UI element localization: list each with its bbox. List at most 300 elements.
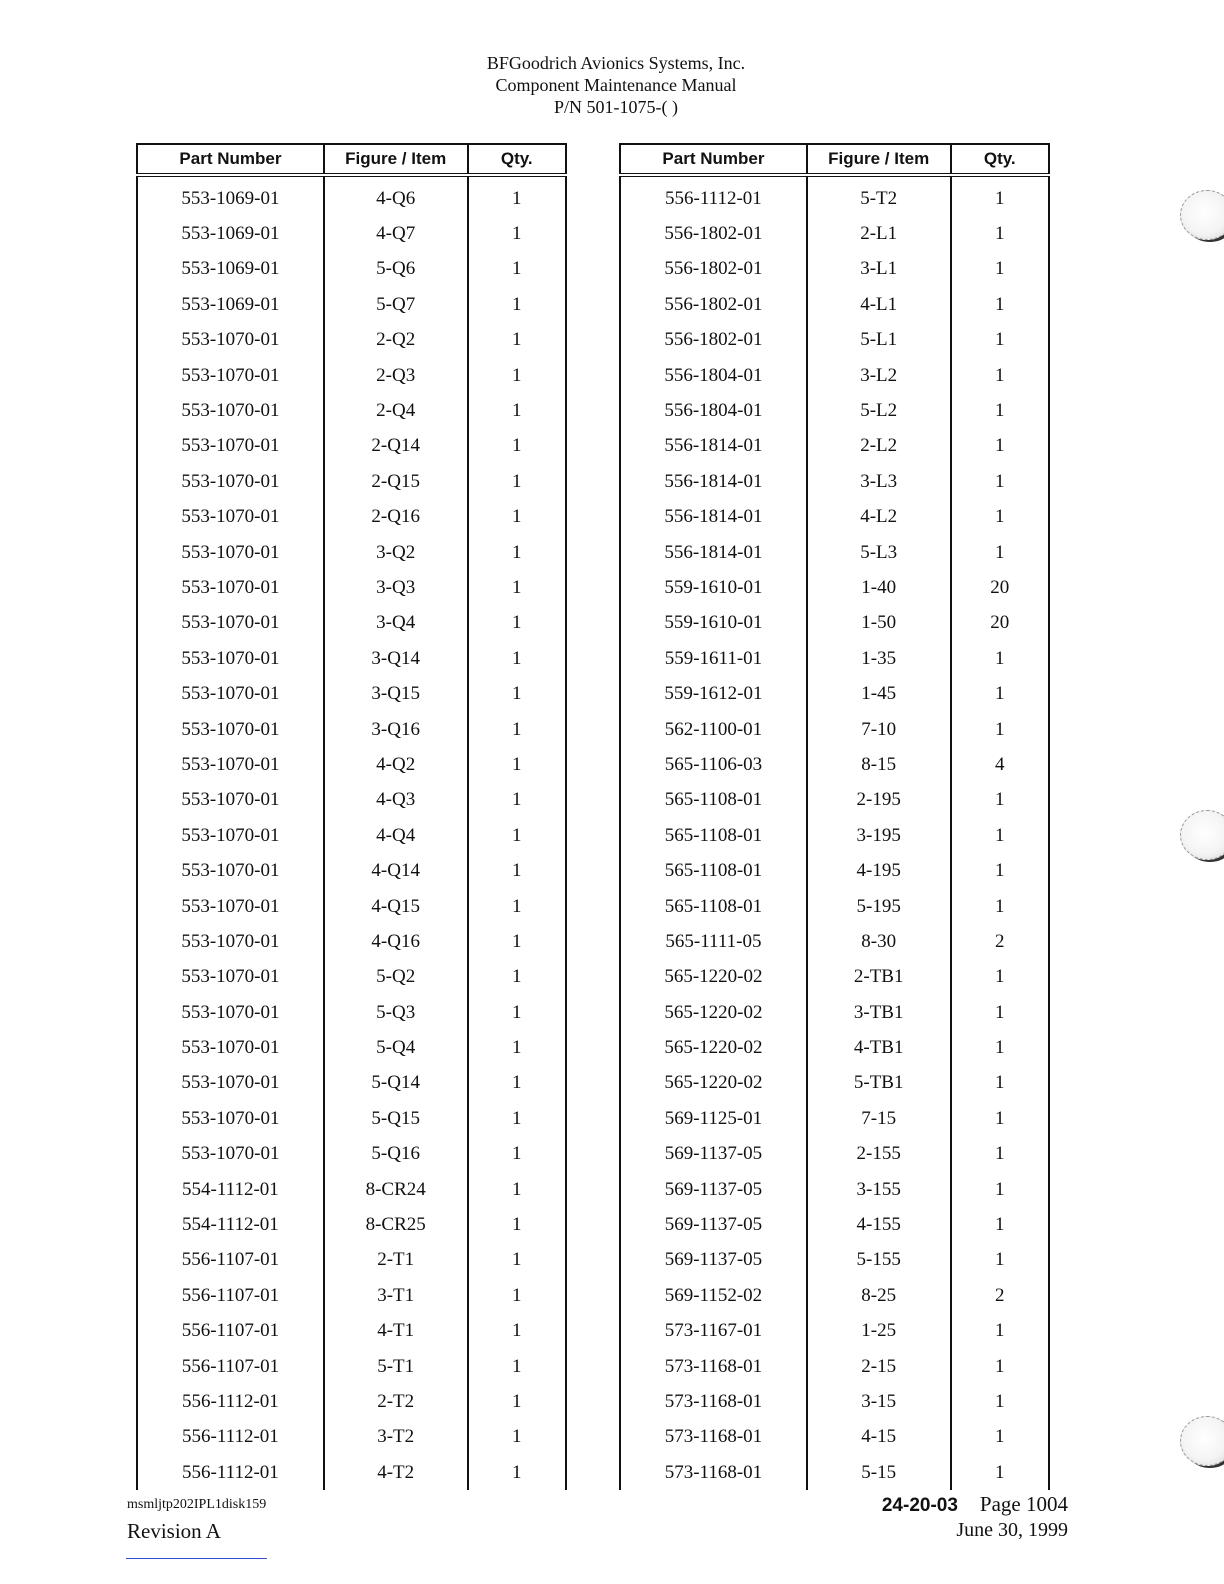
qty-cell: 1 (951, 960, 1049, 995)
part-number-cell: 553-1070-01 (137, 1030, 324, 1065)
table-row (620, 676, 1049, 711)
table-row (620, 1384, 1049, 1419)
table-row (137, 783, 566, 818)
figure-item-cell: 5-155 (807, 1243, 951, 1278)
column-header-part-number: Part Number (620, 144, 807, 175)
part-number-cell: 553-1070-01 (137, 960, 324, 995)
figure-item-cell: 4-TB1 (807, 1030, 951, 1065)
table-row (137, 1207, 566, 1242)
figure-item-cell: 4-Q6 (324, 175, 468, 216)
qty-cell: 1 (468, 429, 566, 464)
document-id: msmljtp202IPL1disk159 (127, 1497, 267, 1512)
figure-item-cell: 3-Q16 (324, 712, 468, 747)
chapter-number: 24-20-03 (881, 1495, 958, 1516)
qty-cell: 1 (468, 1137, 566, 1172)
part-number-cell: 573-1168-01 (620, 1420, 807, 1455)
qty-cell: 20 (951, 570, 1049, 605)
table-row (620, 818, 1049, 853)
table-row (620, 393, 1049, 428)
footer-left (127, 1496, 266, 1544)
figure-item-cell: 3-L2 (807, 358, 951, 393)
figure-item-cell: 4-Q7 (324, 216, 468, 251)
page-number: Page 1004 (979, 1492, 1068, 1516)
part-number-cell: 553-1070-01 (137, 747, 324, 782)
part-number-cell: 569-1137-05 (620, 1172, 807, 1207)
parts-table-left-body (137, 175, 566, 1490)
figure-item-cell: 7-15 (807, 1101, 951, 1136)
table-row (137, 676, 566, 711)
manual-title: Component Maintenance Manual (495, 75, 737, 95)
punch-hole-icon (1180, 810, 1224, 860)
part-number-cell: 556-1804-01 (620, 393, 807, 428)
figure-item-cell: 4-Q14 (324, 853, 468, 888)
table-row (137, 1384, 566, 1419)
part-number-cell: 556-1107-01 (137, 1314, 324, 1349)
figure-item-cell: 5-T2 (807, 175, 951, 216)
qty-cell: 1 (951, 1243, 1049, 1278)
table-row (137, 995, 566, 1030)
qty-cell: 1 (951, 853, 1049, 888)
table-header-row (137, 144, 566, 175)
qty-cell: 4 (951, 747, 1049, 782)
figure-item-cell: 4-Q15 (324, 889, 468, 924)
table-row (137, 252, 566, 287)
table-row (620, 464, 1049, 499)
figure-item-cell: 8-15 (807, 747, 951, 782)
qty-cell: 1 (468, 252, 566, 287)
table-row (137, 216, 566, 251)
footer-rule (126, 1558, 267, 1559)
figure-item-cell: 1-45 (807, 676, 951, 711)
table-row (137, 1349, 566, 1384)
table-row (620, 1066, 1049, 1101)
figure-item-cell: 2-Q14 (324, 429, 468, 464)
table-row (137, 889, 566, 924)
qty-cell: 1 (468, 1101, 566, 1136)
qty-cell: 1 (951, 712, 1049, 747)
qty-cell: 1 (468, 1420, 566, 1455)
qty-cell: 2 (951, 1278, 1049, 1313)
table-row (137, 641, 566, 676)
figure-item-cell: 3-L3 (807, 464, 951, 499)
table-row (137, 323, 566, 358)
table-row (137, 1420, 566, 1455)
table-row (620, 924, 1049, 959)
punch-hole-icon (1180, 1416, 1224, 1466)
figure-item-cell: 4-15 (807, 1420, 951, 1455)
qty-cell: 1 (468, 853, 566, 888)
table-row (137, 1137, 566, 1172)
column-header-qty: Qty. (951, 144, 1049, 175)
part-number-cell: 553-1070-01 (137, 535, 324, 570)
qty-cell: 1 (951, 429, 1049, 464)
figure-item-cell: 3-195 (807, 818, 951, 853)
qty-cell: 1 (951, 1207, 1049, 1242)
qty-cell: 1 (468, 889, 566, 924)
table-row (137, 1278, 566, 1313)
figure-item-cell: 5-Q14 (324, 1066, 468, 1101)
table-row (620, 1172, 1049, 1207)
qty-cell: 1 (951, 1384, 1049, 1419)
table-row (137, 358, 566, 393)
figure-item-cell: 8-CR25 (324, 1207, 468, 1242)
figure-item-cell: 2-Q15 (324, 464, 468, 499)
part-number-cell: 556-1802-01 (620, 252, 807, 287)
figure-item-cell: 5-195 (807, 889, 951, 924)
punch-hole-icon (1180, 190, 1224, 240)
figure-item-cell: 1-40 (807, 570, 951, 605)
part-number-cell: 565-1220-02 (620, 1030, 807, 1065)
qty-cell: 1 (951, 1420, 1049, 1455)
figure-item-cell: 2-Q3 (324, 358, 468, 393)
qty-cell: 2 (951, 924, 1049, 959)
figure-item-cell: 2-195 (807, 783, 951, 818)
table-row (137, 464, 566, 499)
part-number-cell: 569-1137-05 (620, 1137, 807, 1172)
figure-item-cell: 5-L1 (807, 323, 951, 358)
part-number-cell: 565-1108-01 (620, 889, 807, 924)
table-row (137, 393, 566, 428)
qty-cell: 1 (468, 464, 566, 499)
part-number-cell: 559-1610-01 (620, 570, 807, 605)
figure-item-cell: 8-30 (807, 924, 951, 959)
column-header-qty: Qty. (468, 144, 566, 175)
table-row (620, 783, 1049, 818)
qty-cell: 1 (951, 1314, 1049, 1349)
table-row (620, 175, 1049, 216)
part-number-cell: 553-1069-01 (137, 216, 324, 251)
qty-cell: 1 (951, 641, 1049, 676)
qty-cell: 1 (951, 889, 1049, 924)
figure-item-cell: 5-L2 (807, 393, 951, 428)
qty-cell: 1 (468, 323, 566, 358)
table-row (137, 606, 566, 641)
table-row (620, 606, 1049, 641)
qty-cell: 1 (468, 783, 566, 818)
table-row (620, 216, 1049, 251)
figure-item-cell: 4-Q4 (324, 818, 468, 853)
table-header-row (620, 144, 1049, 175)
figure-item-cell: 3-155 (807, 1172, 951, 1207)
figure-item-cell: 5-Q16 (324, 1137, 468, 1172)
part-number-cell: 554-1112-01 (137, 1207, 324, 1242)
part-number-cell: 565-1111-05 (620, 924, 807, 959)
table-row (137, 712, 566, 747)
qty-cell: 1 (468, 606, 566, 641)
part-number-cell: 553-1070-01 (137, 641, 324, 676)
qty-cell: 1 (468, 747, 566, 782)
qty-cell: 1 (468, 924, 566, 959)
part-number-cell: 556-1814-01 (620, 535, 807, 570)
figure-item-cell: 4-T2 (324, 1455, 468, 1490)
table-row (137, 960, 566, 995)
revision-label: Revision A (127, 1519, 221, 1543)
qty-cell: 1 (468, 960, 566, 995)
figure-item-cell: 4-195 (807, 853, 951, 888)
figure-item-cell: 2-T2 (324, 1384, 468, 1419)
part-number-cell: 556-1107-01 (137, 1278, 324, 1313)
table-row (620, 570, 1049, 605)
part-number-cell: 556-1814-01 (620, 500, 807, 535)
part-number-cell: 554-1112-01 (137, 1172, 324, 1207)
figure-item-cell: 5-Q2 (324, 960, 468, 995)
qty-cell: 1 (951, 676, 1049, 711)
qty-cell: 1 (951, 535, 1049, 570)
qty-cell: 1 (951, 1349, 1049, 1384)
part-number-cell: 556-1112-01 (137, 1420, 324, 1455)
figure-item-cell: 2-L2 (807, 429, 951, 464)
part-number-cell: 556-1804-01 (620, 358, 807, 393)
figure-item-cell: 2-Q16 (324, 500, 468, 535)
figure-item-cell: 4-Q3 (324, 783, 468, 818)
figure-item-cell: 8-25 (807, 1278, 951, 1313)
qty-cell: 1 (951, 1101, 1049, 1136)
figure-item-cell: 5-Q4 (324, 1030, 468, 1065)
part-number-cell: 553-1070-01 (137, 606, 324, 641)
part-number-cell: 565-1220-02 (620, 995, 807, 1030)
table-row (620, 960, 1049, 995)
table-row (620, 323, 1049, 358)
part-number-cell: 569-1125-01 (620, 1101, 807, 1136)
figure-item-cell: 2-Q4 (324, 393, 468, 428)
figure-item-cell: 4-T1 (324, 1314, 468, 1349)
part-number-cell: 553-1070-01 (137, 358, 324, 393)
table-row (620, 1278, 1049, 1313)
figure-item-cell: 5-Q15 (324, 1101, 468, 1136)
table-row (620, 535, 1049, 570)
part-number-cell: 559-1610-01 (620, 606, 807, 641)
part-number-cell: 553-1069-01 (137, 252, 324, 287)
qty-cell: 1 (468, 676, 566, 711)
qty-cell: 1 (951, 1455, 1049, 1490)
table-row (620, 712, 1049, 747)
qty-cell: 1 (951, 393, 1049, 428)
qty-cell: 1 (468, 1066, 566, 1101)
table-row (620, 1207, 1049, 1242)
qty-cell: 1 (468, 393, 566, 428)
figure-item-cell: 3-TB1 (807, 995, 951, 1030)
part-number-cell: 553-1070-01 (137, 853, 324, 888)
table-row (620, 358, 1049, 393)
figure-item-cell: 3-T2 (324, 1420, 468, 1455)
table-row (137, 1101, 566, 1136)
footer-right (882, 1492, 1068, 1542)
part-number-cell: 553-1070-01 (137, 464, 324, 499)
figure-item-cell: 4-155 (807, 1207, 951, 1242)
part-number-cell: 553-1069-01 (137, 287, 324, 322)
table-row (137, 1243, 566, 1278)
figure-item-cell: 4-L2 (807, 500, 951, 535)
figure-item-cell: 2-Q2 (324, 323, 468, 358)
parts-table-right-body (620, 175, 1049, 1490)
qty-cell: 1 (468, 500, 566, 535)
manual-part-number: P/N 501-1075-( ) (554, 97, 678, 117)
table-row (620, 641, 1049, 676)
table-row (620, 1243, 1049, 1278)
column-header-part-number: Part Number (137, 144, 324, 175)
column-header-figure-item: Figure / Item (324, 144, 468, 175)
qty-cell: 1 (951, 287, 1049, 322)
figure-item-cell: 3-Q4 (324, 606, 468, 641)
table-row (137, 1066, 566, 1101)
figure-item-cell: 5-15 (807, 1455, 951, 1490)
figure-item-cell: 2-T1 (324, 1243, 468, 1278)
part-number-cell: 553-1070-01 (137, 818, 324, 853)
figure-item-cell: 5-L3 (807, 535, 951, 570)
part-number-cell: 553-1070-01 (137, 500, 324, 535)
qty-cell: 1 (468, 216, 566, 251)
part-number-cell: 556-1802-01 (620, 216, 807, 251)
table-row (620, 747, 1049, 782)
table-row (137, 287, 566, 322)
part-number-cell: 556-1112-01 (137, 1455, 324, 1490)
part-number-cell: 553-1070-01 (137, 429, 324, 464)
part-number-cell: 553-1070-01 (137, 924, 324, 959)
table-row (620, 1101, 1049, 1136)
part-number-cell: 573-1168-01 (620, 1384, 807, 1419)
qty-cell: 1 (951, 323, 1049, 358)
part-number-cell: 569-1137-05 (620, 1243, 807, 1278)
figure-item-cell: 5-Q3 (324, 995, 468, 1030)
part-number-cell: 553-1070-01 (137, 1101, 324, 1136)
part-number-cell: 565-1220-02 (620, 1066, 807, 1101)
table-row (137, 853, 566, 888)
qty-cell: 1 (951, 783, 1049, 818)
part-number-cell: 559-1612-01 (620, 676, 807, 711)
part-number-cell: 553-1070-01 (137, 393, 324, 428)
qty-cell: 1 (468, 1455, 566, 1490)
part-number-cell: 565-1106-03 (620, 747, 807, 782)
table-row (137, 1030, 566, 1065)
figure-item-cell: 8-CR24 (324, 1172, 468, 1207)
part-number-cell: 556-1107-01 (137, 1349, 324, 1384)
figure-item-cell: 5-TB1 (807, 1066, 951, 1101)
part-number-cell: 556-1814-01 (620, 429, 807, 464)
qty-cell: 1 (951, 358, 1049, 393)
table-row (137, 747, 566, 782)
part-number-cell: 553-1070-01 (137, 783, 324, 818)
qty-cell: 1 (951, 1172, 1049, 1207)
figure-item-cell: 2-TB1 (807, 960, 951, 995)
part-number-cell: 556-1802-01 (620, 323, 807, 358)
figure-item-cell: 3-Q15 (324, 676, 468, 711)
column-header-figure-item: Figure / Item (807, 144, 951, 175)
part-number-cell: 565-1108-01 (620, 783, 807, 818)
part-number-cell: 569-1137-05 (620, 1207, 807, 1242)
qty-cell: 1 (468, 1030, 566, 1065)
part-number-cell: 553-1070-01 (137, 1066, 324, 1101)
qty-cell: 1 (468, 1314, 566, 1349)
figure-item-cell: 2-155 (807, 1137, 951, 1172)
figure-item-cell: 1-25 (807, 1314, 951, 1349)
qty-cell: 1 (468, 1243, 566, 1278)
qty-cell: 1 (468, 1172, 566, 1207)
part-number-cell: 553-1070-01 (137, 1137, 324, 1172)
qty-cell: 1 (468, 712, 566, 747)
qty-cell: 1 (951, 1066, 1049, 1101)
figure-item-cell: 1-50 (807, 606, 951, 641)
part-number-cell: 562-1100-01 (620, 712, 807, 747)
table-row (137, 1455, 566, 1490)
figure-item-cell: 4-Q16 (324, 924, 468, 959)
part-number-cell: 559-1611-01 (620, 641, 807, 676)
part-number-cell: 569-1152-02 (620, 1278, 807, 1313)
figure-item-cell: 4-L1 (807, 287, 951, 322)
part-number-cell: 553-1069-01 (137, 175, 324, 216)
table-row (137, 175, 566, 216)
qty-cell: 1 (951, 252, 1049, 287)
qty-cell: 1 (468, 641, 566, 676)
qty-cell: 1 (468, 570, 566, 605)
part-number-cell: 553-1070-01 (137, 712, 324, 747)
figure-item-cell: 5-Q7 (324, 287, 468, 322)
table-row (620, 1137, 1049, 1172)
table-row (620, 1030, 1049, 1065)
part-number-cell: 553-1070-01 (137, 323, 324, 358)
figure-item-cell: 5-Q6 (324, 252, 468, 287)
table-row (620, 889, 1049, 924)
part-number-cell: 553-1070-01 (137, 676, 324, 711)
qty-cell: 1 (468, 1349, 566, 1384)
table-row (620, 287, 1049, 322)
part-number-cell: 553-1070-01 (137, 889, 324, 924)
qty-cell: 1 (468, 1207, 566, 1242)
figure-item-cell: 2-L1 (807, 216, 951, 251)
part-number-cell: 553-1070-01 (137, 570, 324, 605)
qty-cell: 1 (468, 358, 566, 393)
document-header (0, 52, 1224, 118)
part-number-cell: 556-1107-01 (137, 1243, 324, 1278)
table-row (620, 1455, 1049, 1490)
part-number-cell: 573-1168-01 (620, 1349, 807, 1384)
qty-cell: 1 (468, 995, 566, 1030)
part-number-cell: 573-1167-01 (620, 1314, 807, 1349)
table-row (620, 429, 1049, 464)
table-row (137, 1172, 566, 1207)
table-row (137, 535, 566, 570)
figure-item-cell: 4-Q2 (324, 747, 468, 782)
part-number-cell: 565-1108-01 (620, 853, 807, 888)
parts-table-left (136, 143, 567, 1490)
table-row (620, 1420, 1049, 1455)
figure-item-cell: 3-T1 (324, 1278, 468, 1313)
part-number-cell: 573-1168-01 (620, 1455, 807, 1490)
table-row (620, 500, 1049, 535)
table-row (137, 818, 566, 853)
figure-item-cell: 2-15 (807, 1349, 951, 1384)
table-row (137, 500, 566, 535)
qty-cell: 1 (951, 464, 1049, 499)
part-number-cell: 565-1108-01 (620, 818, 807, 853)
part-number-cell: 556-1112-01 (137, 1384, 324, 1419)
part-number-cell: 556-1802-01 (620, 287, 807, 322)
table-row (620, 995, 1049, 1030)
part-number-cell: 556-1814-01 (620, 464, 807, 499)
qty-cell: 1 (951, 500, 1049, 535)
qty-cell: 1 (951, 1137, 1049, 1172)
qty-cell: 1 (468, 1384, 566, 1419)
table-row (137, 1314, 566, 1349)
figure-item-cell: 7-10 (807, 712, 951, 747)
parts-table-right (619, 143, 1050, 1490)
part-number-cell: 565-1220-02 (620, 960, 807, 995)
table-row (137, 924, 566, 959)
table-row (137, 570, 566, 605)
qty-cell: 1 (951, 175, 1049, 216)
part-number-cell: 556-1112-01 (620, 175, 807, 216)
part-number-cell: 553-1070-01 (137, 995, 324, 1030)
qty-cell: 20 (951, 606, 1049, 641)
